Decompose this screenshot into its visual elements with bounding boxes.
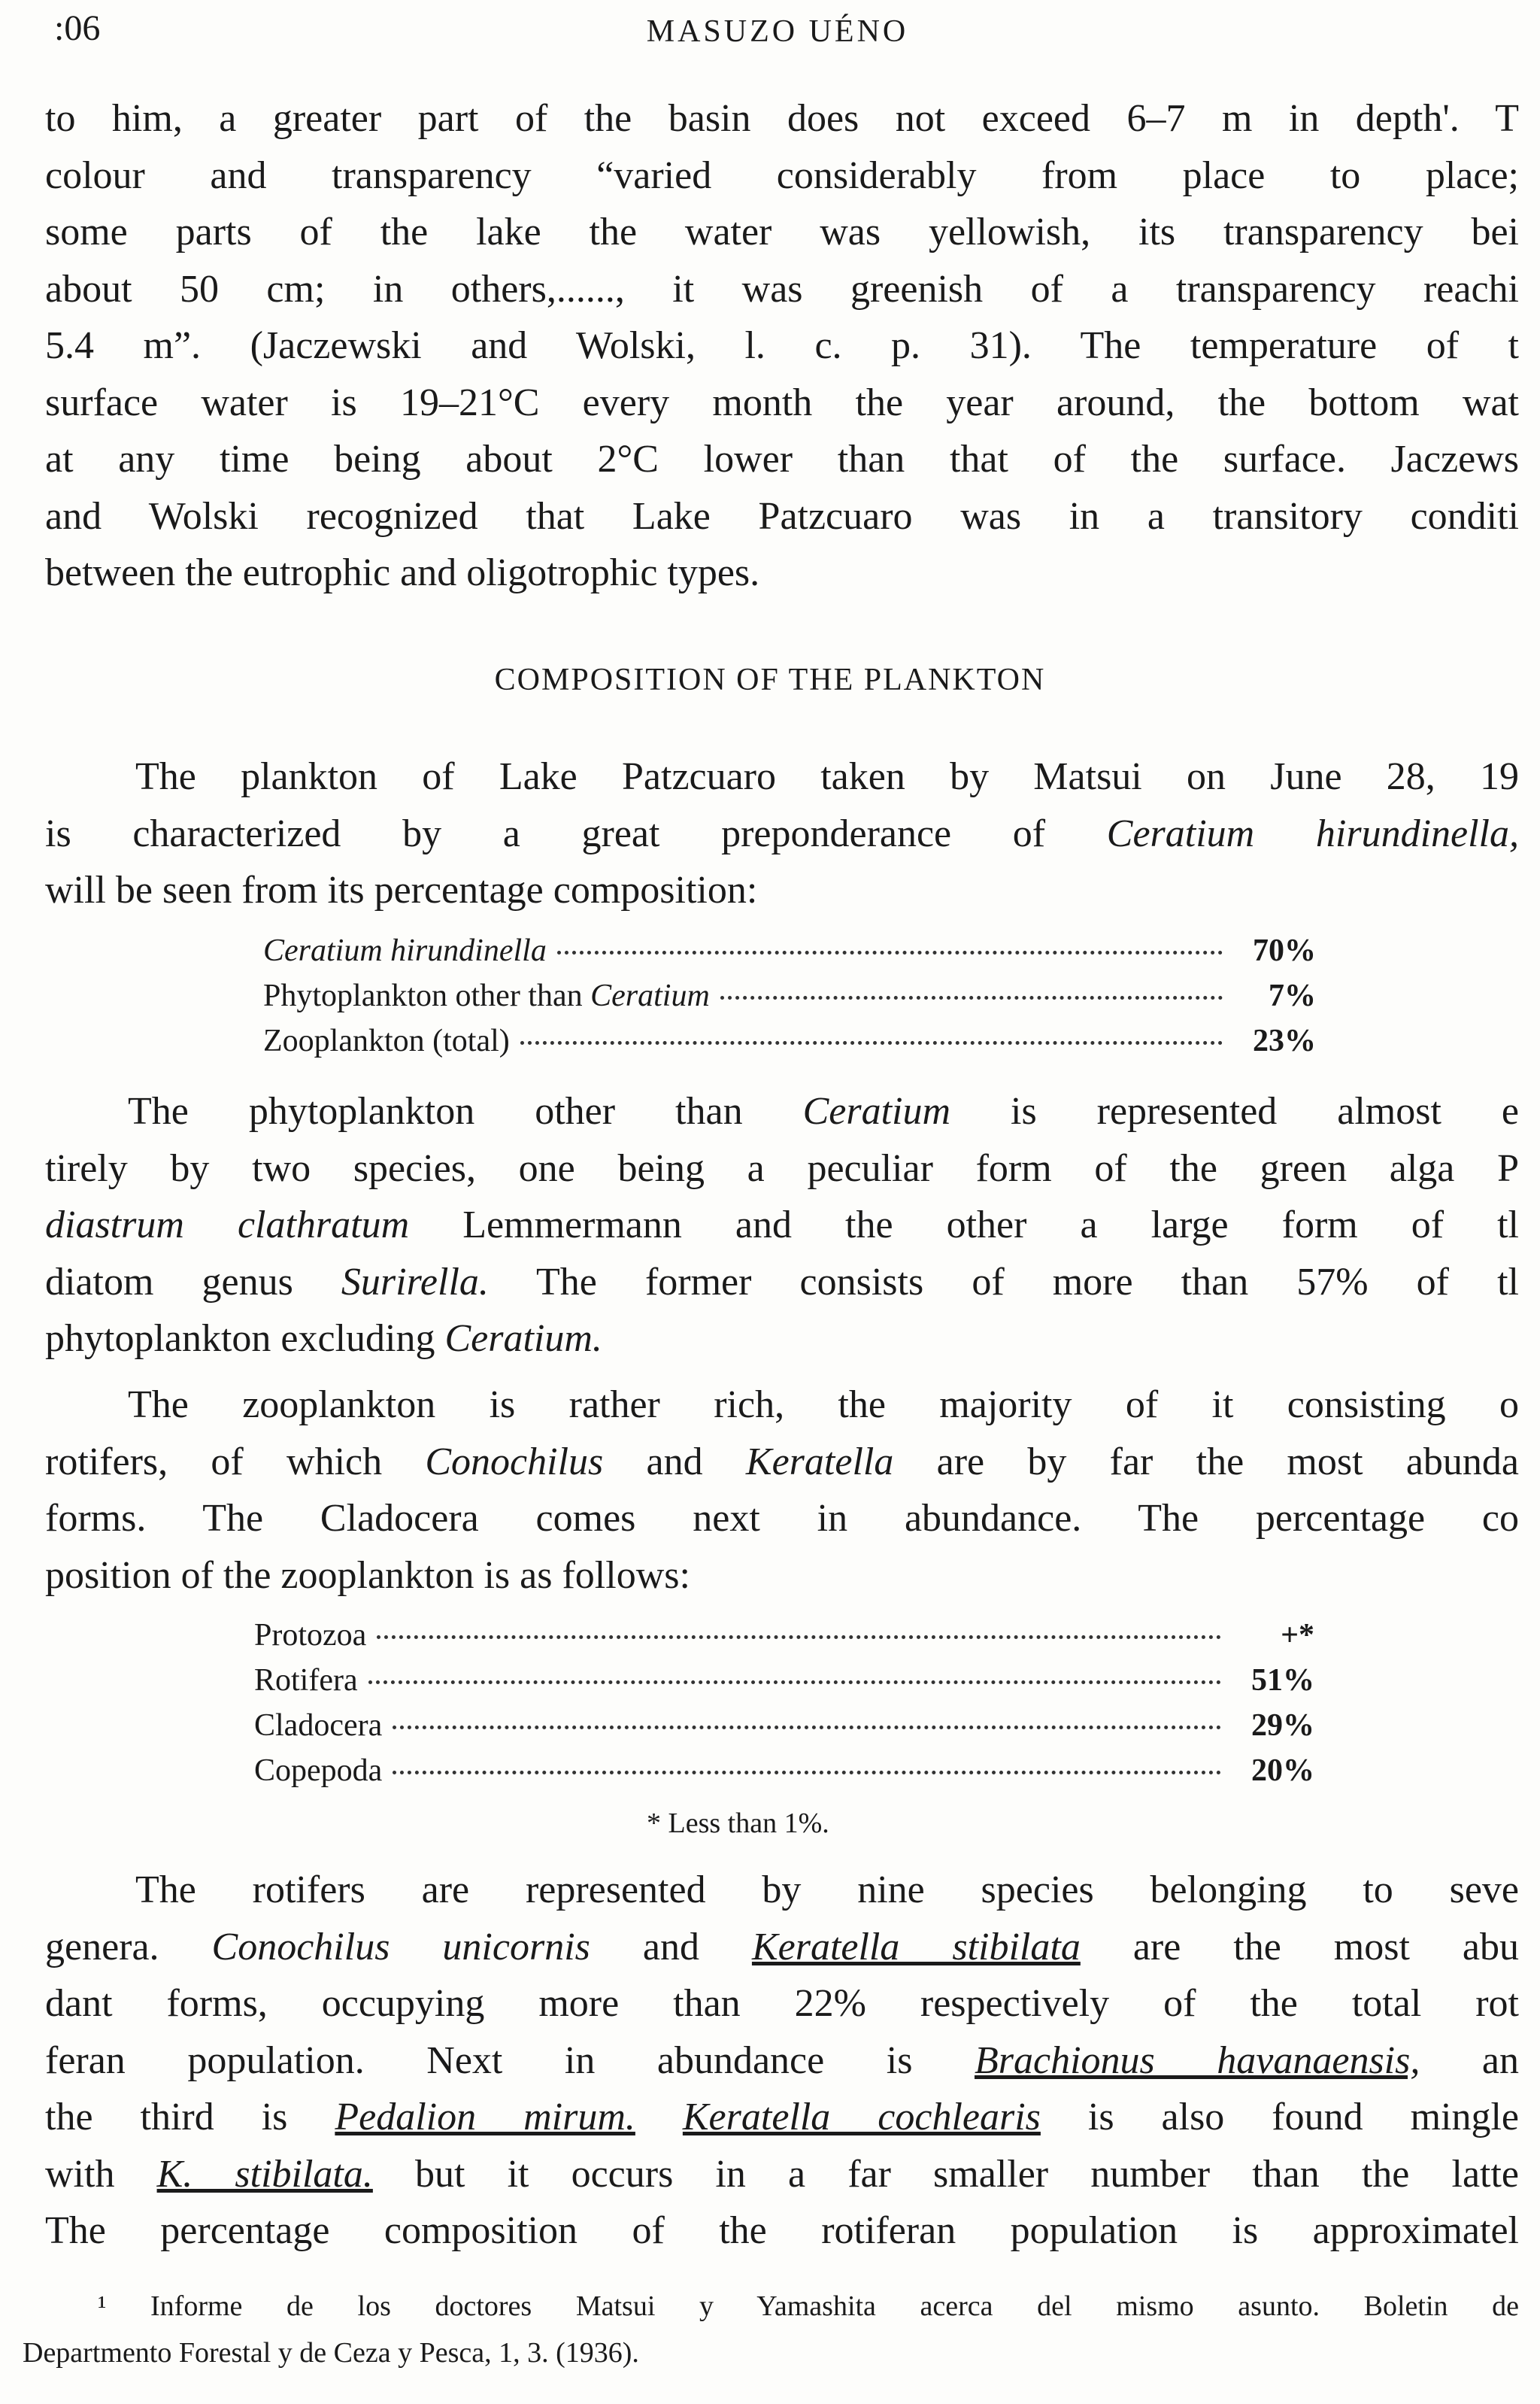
text-line: is characterized by a great preponderance of Ceratium hirundinella, xyxy=(45,812,1519,855)
running-head: MASUZO UÉNO xyxy=(646,14,909,49)
text-line: The rotifers are represented by nine species belonging to seve xyxy=(135,1868,1519,1911)
text-line: The percentage composition of the rotiferan population is approximatel xyxy=(45,2209,1519,2252)
paragraph-lake-description xyxy=(45,90,1519,602)
plankton-composition-table xyxy=(263,933,1316,1068)
text-line: dant forms, occupying more than 22% respectively of the total rot xyxy=(45,1982,1519,2025)
text-line: genera. Conochilus unicornis and Keratella stibilata are the most abu xyxy=(45,1925,1519,1968)
text-line: 5.4 m”. (Jaczewski and Wolski, l. c. p. 31). The temperature of t xyxy=(45,324,1519,367)
text-line: about 50 cm; in others,......, it was greenish of a transparency reachi xyxy=(45,267,1519,311)
text-line: diatom genus Surirella. The former consists of more than 57% of tl xyxy=(45,1260,1519,1304)
text-line: rotifers, of which Conochilus and Keratella are by far the most abunda xyxy=(45,1440,1519,1483)
page-header xyxy=(45,8,1510,60)
table-row: Rotifera 51% xyxy=(254,1663,1314,1698)
text-line: position of the zooplankton is as follows: xyxy=(45,1553,690,1597)
paragraph-phytoplankton xyxy=(45,1083,1519,1367)
paragraph-zooplankton xyxy=(45,1377,1519,1604)
text-line: and Wolski recognized that Lake Patzcuaro was in a transitory conditi xyxy=(45,494,1519,538)
zooplankton-composition-table xyxy=(254,1617,1314,1798)
table-row: Copepoda 20% xyxy=(254,1753,1314,1788)
page-footnote xyxy=(23,2283,1519,2376)
text-line: diastrum clathratum Lemmermann and the other a large form of tl xyxy=(45,1204,1519,1246)
footnote-line: Departmento Forestal y de Ceza y Pesca, 1, 3. (1936). xyxy=(23,2337,639,2369)
text-line: The zooplankton is rather rich, the majority of it consisting o xyxy=(128,1383,1519,1426)
table-row: Zooplankton (total) 23% xyxy=(263,1024,1316,1058)
text-line: The phytoplankton other than Ceratium is represented almost e xyxy=(128,1090,1519,1133)
table-row: Protozoa +* xyxy=(254,1618,1314,1653)
text-line: tirely by two species, one being a peculiar form of the green alga P xyxy=(45,1146,1519,1190)
footnote-line: ¹ Informe de los doctores Matsui y Yamashita acerca del mismo asunto. Boletin de xyxy=(98,2290,1519,2322)
section-heading: COMPOSITION OF THE PLANKTON xyxy=(494,663,1046,697)
text-line: feran population. Next in abundance is Brachionus havanaensis, an xyxy=(45,2038,1519,2082)
table-row: Ceratium hirundinella 70% xyxy=(263,933,1316,968)
paragraph-rotifers xyxy=(45,1862,1519,2260)
paragraph-plankton-intro xyxy=(45,748,1519,919)
text-line: phytoplankton excluding Ceratium. xyxy=(45,1317,602,1360)
text-line: with K. stibilata. but it occurs in a far smaller number than the latte xyxy=(45,2152,1519,2196)
table-row: Phytoplankton other than Ceratium 7% xyxy=(263,979,1316,1013)
text-line: will be seen from its percentage composition: xyxy=(45,869,758,912)
text-line: between the eutrophic and oligotrophic types. xyxy=(45,551,760,594)
page-number: :06 xyxy=(54,8,101,48)
text-line: at any time being about 2°C lower than that of the surface. Jaczews xyxy=(45,438,1519,481)
text-line: some parts of the lake the water was yellowish, its transparency bei xyxy=(45,211,1519,253)
text-line: surface water is 19–21°C every month the year around, the bottom wat xyxy=(45,381,1519,424)
text-line: The plankton of Lake Patzcuaro taken by Matsui on June 28, 19 xyxy=(135,755,1519,798)
text-line: the third is Pedalion mirum. Keratella cochlearis is also found mingle xyxy=(45,2096,1519,2138)
text-line: to him, a greater part of the basin does not exceed 6–7 m in depth'. T xyxy=(45,97,1519,140)
text-line: colour and transparency “varied considerably from place to place; xyxy=(45,153,1519,197)
table-footnote: * Less than 1%. xyxy=(647,1808,829,1839)
table-row: Cladocera 29% xyxy=(254,1708,1314,1743)
text-line: forms. The Cladocera comes next in abundance. The percentage co xyxy=(45,1497,1519,1540)
